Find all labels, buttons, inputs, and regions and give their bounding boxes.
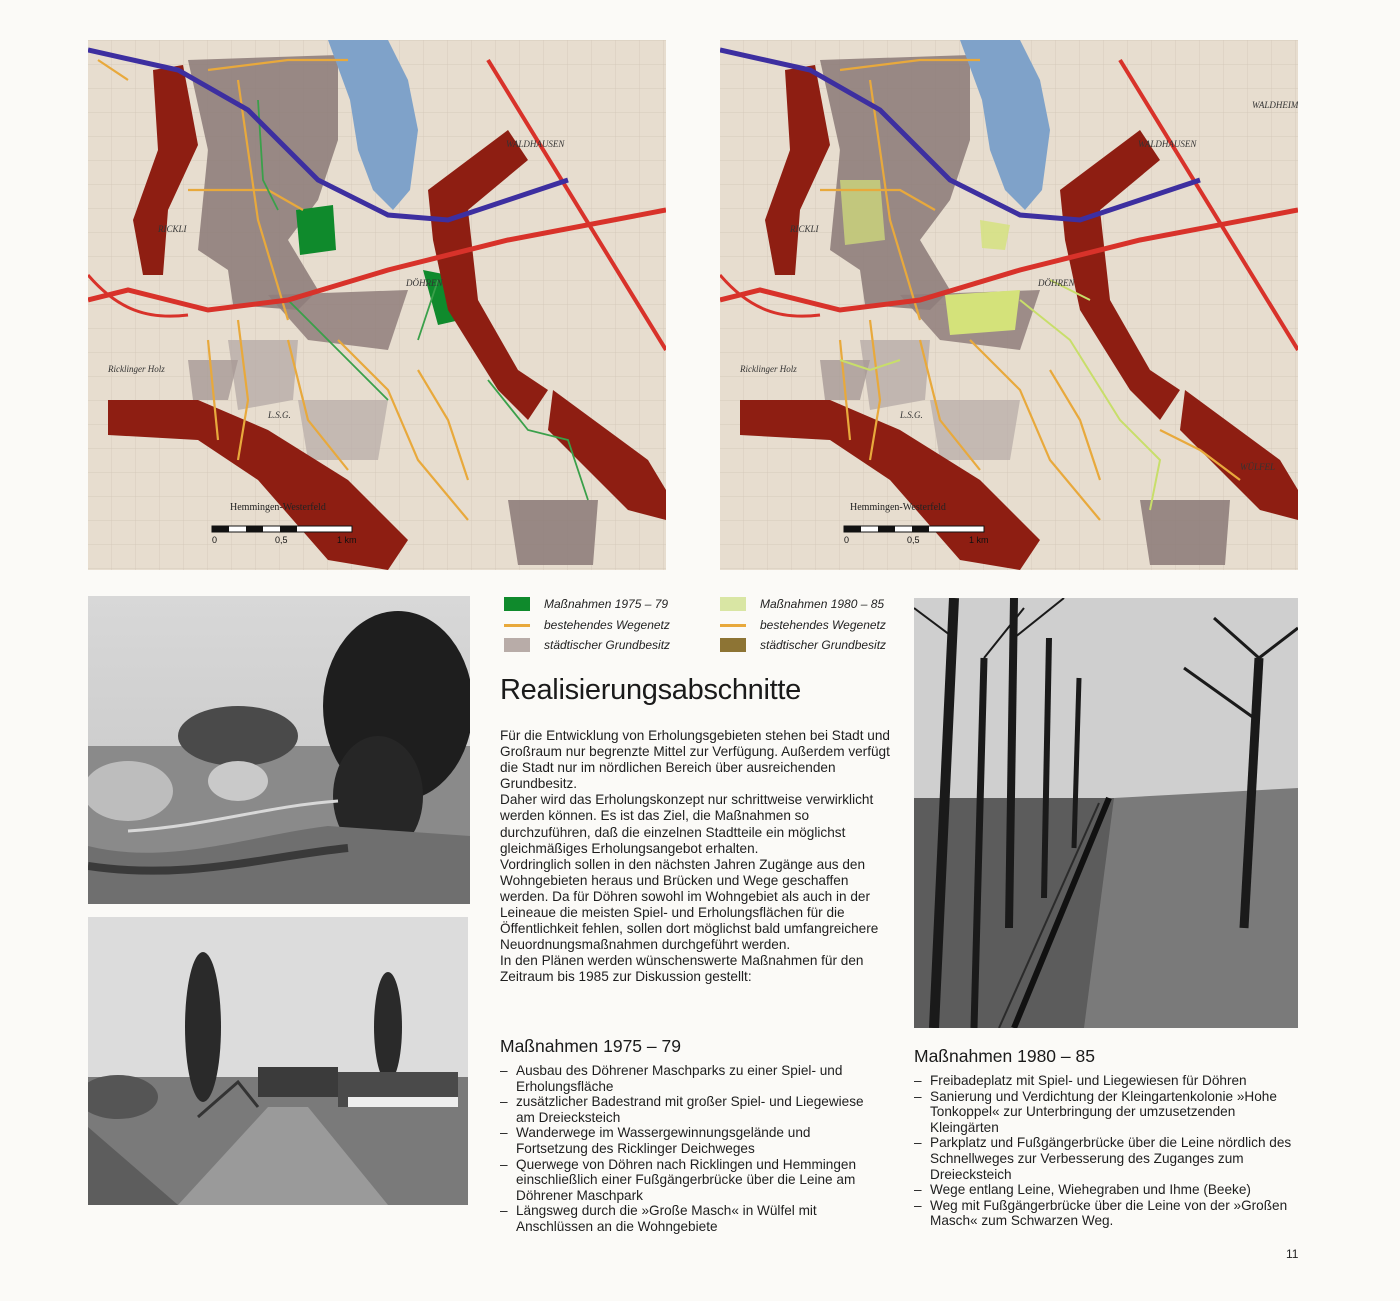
list-dash: –: [914, 1135, 922, 1151]
measure-1975-area: [296, 205, 336, 255]
list-item-text: Parkplatz und Fußgängerbrücke über die Leine nördlich des Schnellweges zur Verbesserung des Zuganges zum Dreiecksteich: [930, 1135, 1292, 1182]
map-label: WALDHAUSEN: [1138, 139, 1197, 149]
list-item-text: Sanierung und Verdichtung der Kleingartenkolonie »Hohe Tonkoppel« zur Unterbringung der umzusetzenden Kleingärten: [930, 1088, 1277, 1135]
list-item-text: Freibadeplatz mit Spiel- und Liegewiesen für Döhren: [930, 1073, 1247, 1088]
list-item: [500, 1094, 878, 1125]
scale-tick: 1 km: [337, 535, 357, 545]
map-label: Ricklinger Holz: [740, 364, 797, 374]
map-label: WÜLFEL: [1240, 462, 1276, 472]
scale-tick: 0,5: [275, 535, 288, 545]
list-item-text: zusätzlicher Badestrand mit großer Spiel- und Liegewiese am Dreiecksteich: [516, 1094, 864, 1125]
legend-1975: [504, 596, 704, 656]
article-paragraph: Für die Entwicklung von Erholungsgebieten stehen bei Stadt und Großraum nur begrenzte Mittel zur Verfügung. Außerdem verfügt die Stadt nur im nördlichen Bereich über ausreichenden Grundbesitz.: [500, 728, 890, 792]
list-dash: –: [500, 1125, 508, 1141]
list-item: [914, 1182, 1300, 1198]
map-place-label: Hemmingen-Westerfeld: [850, 502, 946, 513]
map-label: RICKLI: [158, 224, 187, 234]
legend-label: städtischer Grundbesitz: [544, 638, 671, 652]
list-dash: –: [914, 1073, 922, 1088]
list-item-text: Wege entlang Leine, Wiehegraben und Ihme (Beeke): [930, 1182, 1251, 1198]
article-paragraph: Vordringlich sollen in den nächsten Jahren Zugänge aus den Wohngebieten heraus und Brücken und Wege geschaffen werden. Da für Döhren sowohl im Wohngebiet als auch in der Leineaue die meisten Spiel- und Erholungsflächen für die Öffentlichkeit fehlen, sollen dort möglichst bald umfangreichere Neuordnungsmaßnahmen durchgeführt werden.: [500, 856, 879, 953]
list-item-text: Weg mit Fußgängerbrücke über die Leine von der »Großen Masch« zum Schwarzen Weg.: [930, 1197, 1288, 1229]
legend-label: Maßnahmen 1980 – 85: [760, 597, 885, 611]
legend-label: bestehendes Wegenetz: [544, 618, 670, 632]
list-item-text: Querwege von Döhren nach Ricklingen und Hemmingen einschließlich einer Fußgängerbrücke über die Leine am Döhrener Maschpark: [516, 1156, 857, 1203]
legend-label: städtischer Grundbesitz: [760, 638, 887, 652]
article-title: Realisierungsabschnitte: [500, 674, 801, 706]
photo-park-stream: [88, 596, 470, 904]
measure-1980-area: [945, 290, 1020, 335]
list-item-text: Wanderwege im Wassergewinnungsgelände und Fortsetzung des Ricklinger Deichweges: [516, 1125, 811, 1156]
photo-dike-path: [88, 917, 468, 1205]
map-left-graphic: [88, 40, 666, 570]
list-item-text: Ausbau des Döhrener Maschparks zu einer Spiel- und Erholungsfläche: [516, 1063, 843, 1094]
article-paragraph: In den Plänen werden wünschenswerte Maßnahmen für den Zeitraum bis 1985 zur Diskussion gestellt:: [500, 953, 864, 985]
scale-tick: 0: [844, 535, 850, 545]
legend-label: Maßnahmen 1975 – 79: [544, 597, 669, 611]
legend-swatch-measures: [720, 597, 746, 611]
legend-1980: [720, 596, 920, 656]
article-paragraph: Daher wird das Erholungskonzept nur schrittweise verwirklicht werden können. Es ist das Ziel, die Maßnahmen so durchzuführen, daß die einzelnen Stadtteile ein möglichst gleichmäßiges Erholungsangebot erhalten.: [500, 792, 874, 856]
list-dash: –: [500, 1094, 508, 1110]
list-item: [914, 1089, 1300, 1136]
article-body: [500, 728, 892, 986]
legend-swatch-land: [720, 638, 746, 652]
list-dash: –: [500, 1063, 508, 1078]
map-label: L.S.G.: [900, 410, 923, 420]
list-item: [914, 1073, 1300, 1089]
map-left: [88, 40, 666, 570]
list-item: [914, 1198, 1300, 1229]
measures-1980-list: [914, 1073, 1300, 1229]
map-label: DÖHREN: [1038, 278, 1075, 288]
scale-tick: 1 km: [969, 535, 989, 545]
map-label: WALDHEIM: [1252, 100, 1298, 110]
scale-tick: 0: [212, 535, 218, 545]
scale-tick: 0,5: [907, 535, 920, 545]
map-label: RICKLI: [790, 224, 819, 234]
measures-1980-heading: Maßnahmen 1980 – 85: [914, 1046, 1095, 1066]
measures-1975-heading: Maßnahmen 1975 – 79: [500, 1036, 681, 1056]
list-item: [500, 1063, 878, 1094]
map-place-label: Hemmingen-Westerfeld: [230, 502, 326, 513]
map-right: [720, 40, 1298, 570]
list-dash: –: [914, 1088, 922, 1104]
legend-swatch-land: [504, 638, 530, 652]
legend-swatch-paths: [504, 624, 530, 627]
map-label: L.S.G.: [268, 410, 291, 420]
list-item: [500, 1203, 878, 1234]
list-item: [914, 1135, 1300, 1182]
map-right-graphic: [720, 40, 1298, 570]
list-item: [500, 1157, 878, 1204]
map-label: Ricklinger Holz: [108, 364, 165, 374]
list-dash: –: [500, 1156, 508, 1172]
list-dash: –: [914, 1182, 922, 1198]
list-dash: –: [914, 1197, 922, 1213]
list-dash: –: [500, 1203, 508, 1219]
legend-label: bestehendes Wegenetz: [760, 618, 886, 632]
photo-trees-fence: [914, 598, 1298, 1028]
map-label: DÖHREN: [406, 278, 443, 288]
list-item-text: Längsweg durch die »Große Masch« in Wülfel mit Anschlüssen an die Wohngebiete: [516, 1203, 817, 1234]
legend-swatch-measures: [504, 597, 530, 611]
measures-1975-list: [500, 1063, 878, 1235]
map-label: WALDHAUSEN: [506, 139, 565, 149]
page-number: 11: [1286, 1247, 1299, 1261]
list-item: [500, 1125, 878, 1156]
legend-swatch-paths: [720, 624, 746, 627]
